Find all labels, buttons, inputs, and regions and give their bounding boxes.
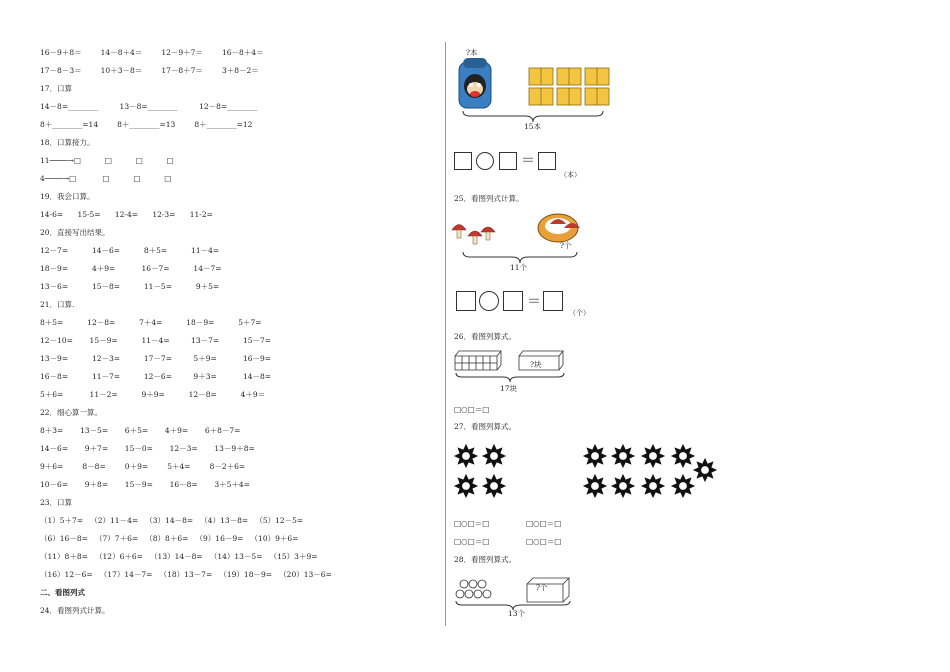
q26-blocks-image (453, 348, 567, 374)
operator-circle[interactable] (476, 152, 494, 170)
q26-brace (455, 372, 565, 384)
q27-formula-1[interactable]: □○□＝□ (454, 519, 490, 528)
column-divider (445, 42, 446, 626)
left-line: （6）16－8= （7）7＋6= （8）8＋6= （9）16－9= （10）9＋6= (40, 534, 299, 543)
left-line: 二、看图列式 (40, 588, 85, 597)
left-line: 21．口算. (40, 300, 75, 309)
q24-total-label: 15本 (524, 122, 542, 131)
left-line: 14－8=________ 13－8=________ 12－8=________ (40, 102, 258, 111)
q27-formula-3[interactable]: □○□＝□ (454, 537, 490, 546)
sun-icon (670, 473, 696, 499)
q24-top-label: ?本 (466, 48, 478, 57)
left-line: 19．我会口算。 (40, 192, 95, 201)
backpack-image (455, 56, 495, 112)
left-line: 14-6= 15-5= 12-4= 12-3= 11-2= (40, 210, 213, 219)
sun-icon (640, 443, 666, 469)
left-line: 8＋________=14 8＋________=13 8＋________=12 (40, 120, 253, 129)
left-line: 8＋5= 12－8= 7＋4= 18－9= 5＋7= (40, 318, 262, 327)
q26-total-label: 17块 (500, 384, 518, 393)
left-line: 20．直接写出结果。 (40, 228, 110, 237)
left-line: （1）5＋7= （2）11－4= （3）14－8= （4）13－8= （5）12－5= (40, 516, 304, 525)
answer-box[interactable] (456, 291, 476, 311)
q27-formula-2[interactable]: □○□＝□ (526, 519, 562, 528)
sun-icon (582, 443, 608, 469)
q28-box-label: ?个 (536, 583, 548, 592)
left-line: 18．口算接力。 (40, 138, 95, 147)
sun-icon (453, 443, 479, 469)
equals-sign: ＝ (521, 153, 535, 169)
sun-icon (610, 473, 636, 499)
left-line: 16－9＋8＝ 14－8＋4＝ 12－9＋7＝ 16－8＋4＝ (40, 48, 264, 57)
q27-title: 27．看图列算式。 (454, 422, 517, 431)
left-line: 22．细心算一算。 (40, 408, 103, 417)
answer-box[interactable] (454, 152, 472, 170)
left-line: 13－9= 12－3= 17－7= 5＋9= 16－9= (40, 354, 272, 363)
left-line: 10－6= 9＋8= 15－9= 16－8= 3＋5＋4= (40, 480, 250, 489)
left-line: 5＋6= 11－2= 9＋9= 12－8= 4＋9＝ (40, 390, 266, 399)
books-image (527, 66, 611, 108)
answer-box[interactable] (543, 291, 563, 311)
left-line: 12－10= 15－9= 11－4= 13－7= 15－7= (40, 336, 272, 345)
left-line: 18－9= 4＋9= 16－7= 14－7= (40, 264, 222, 273)
operator-circle[interactable] (479, 291, 499, 311)
sun-icon (481, 473, 507, 499)
left-line: 12－7= 14－6= 8＋5= 11－4= (40, 246, 220, 255)
left-line: （11）8＋8= （12）6＋6= （13）14－8= （14）13－5= （15）3＋9= (40, 552, 318, 561)
basket-image (534, 208, 584, 244)
left-line: 4────→□ □ □ □ (40, 174, 172, 183)
q28-total-label: 13个 (508, 609, 526, 618)
left-line: 14－6= 9＋7= 15－0= 12－3= 13－9＋8= (40, 444, 255, 453)
q25-total-label: 11个 (510, 263, 528, 272)
sun-icon (610, 443, 636, 469)
sun-icon (640, 473, 666, 499)
q25-unit: （个） (569, 309, 590, 317)
q28-title: 28．看图列算式。 (454, 555, 517, 564)
answer-box[interactable] (503, 291, 523, 311)
q27-formula-4[interactable]: □○□＝□ (526, 537, 562, 546)
equals-sign: ＝ (527, 294, 541, 310)
sun-icon (481, 443, 507, 469)
left-line: 17．口算 (40, 84, 73, 93)
left-line: 9＋6= 8－8= 0＋9= 5＋4= 8－2＋6= (40, 462, 246, 471)
q26-formula[interactable]: □○□＝□ (454, 405, 490, 414)
left-line: （16）12－6= （17）14－7= （18）13－7= （19）18－9= （20）13－6= (40, 570, 332, 579)
left-line: 16－8= 11－7= 12－6= 9＋3= 14－8= (40, 372, 272, 381)
q25-part-label: ?个 (560, 241, 572, 250)
answer-box[interactable] (499, 152, 517, 170)
q25-title: 25．看图列式计算。 (454, 194, 524, 203)
left-line: 13－6= 15－8= 11－5= 9＋5= (40, 282, 220, 291)
sun-icon (453, 473, 479, 499)
left-line: 23．口算 (40, 498, 73, 507)
q24-unit: （本） (560, 171, 581, 179)
q26-title: 26．看图列算式。 (454, 332, 517, 341)
left-line: 8＋3= 13－5= 6＋5= 4＋9= 6＋8－7= (40, 426, 241, 435)
q26-box-label: ?块 (530, 360, 542, 369)
left-line: 17－8－3＝ 10＋3－8＝ 17－8＋7＝ 3＋8－2＝ (40, 66, 259, 75)
mushrooms-image (450, 218, 498, 248)
left-line: 24．看图列式计算。 (40, 606, 110, 615)
sun-icon (582, 473, 608, 499)
answer-box[interactable] (538, 152, 556, 170)
left-line: 11────→□ □ □ □ (40, 156, 174, 165)
